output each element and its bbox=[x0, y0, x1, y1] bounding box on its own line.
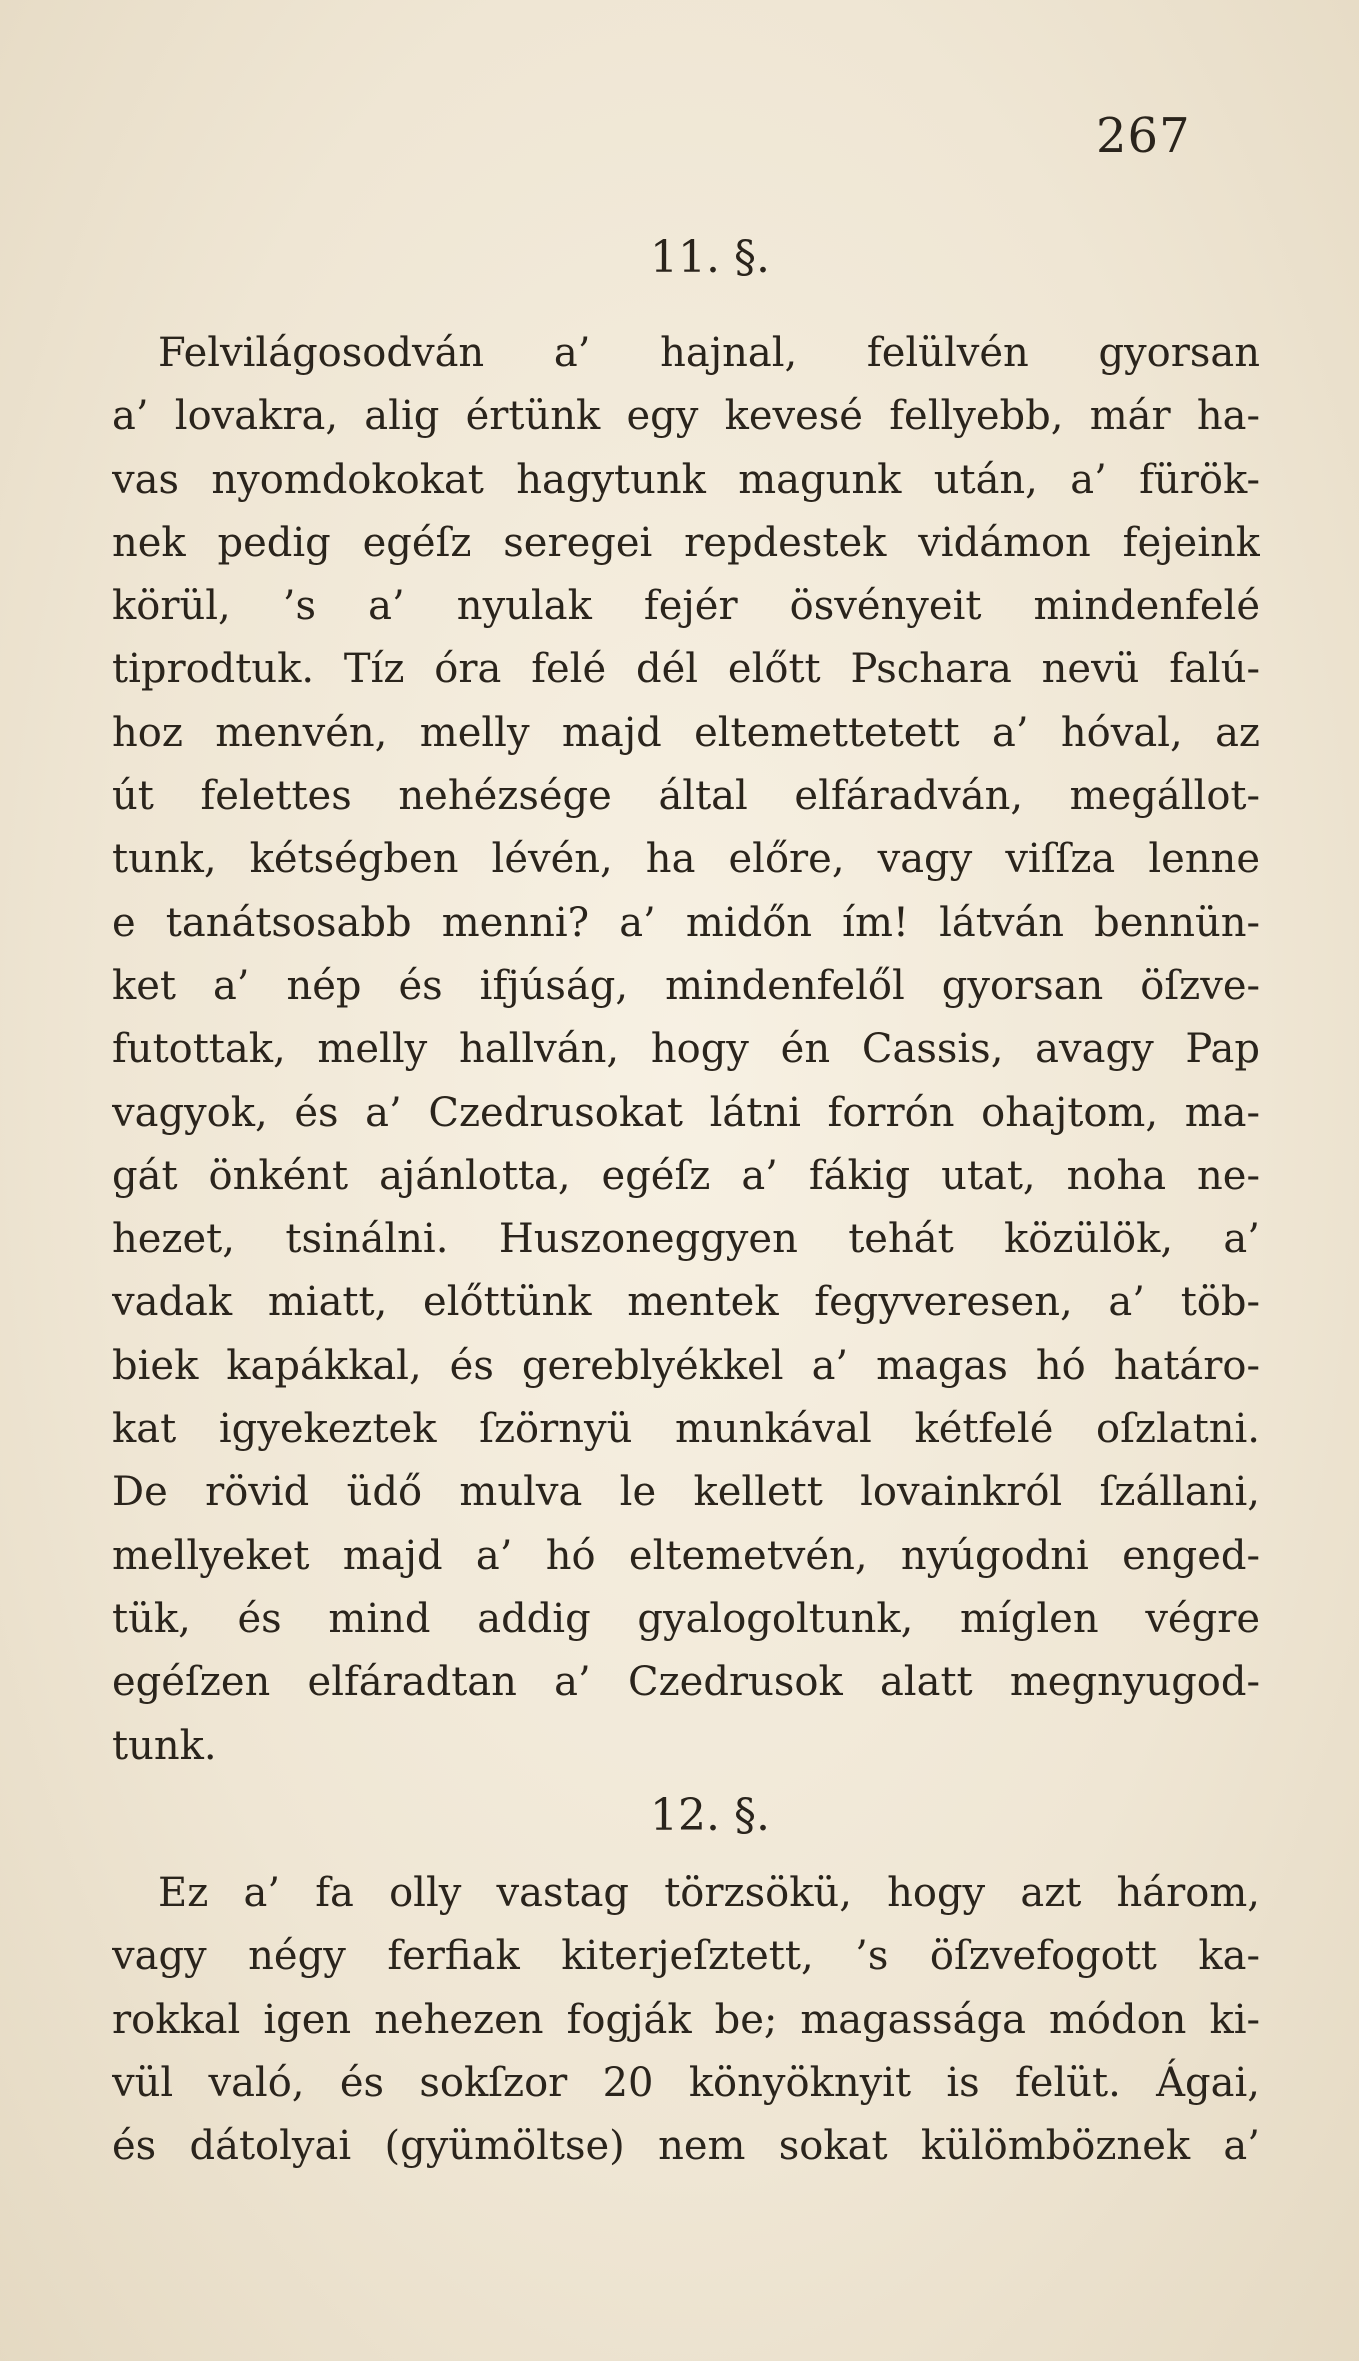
section-heading-12: 12. §. bbox=[650, 1790, 770, 1841]
section-heading-11: 11. §. bbox=[650, 232, 770, 283]
text-line: biek kapákkal, és gereblyékkel a’ magas hó határo- bbox=[112, 1342, 1260, 1389]
text-line: tiprodtuk. Tíz óra felé dél előtt Pschara nevü falú- bbox=[112, 646, 1260, 693]
text-line: gát önként ajánlotta, egéſz a’ fákig utat, noha ne- bbox=[112, 1152, 1260, 1199]
text-line: és dátolyai (gyümöltse) nem sokat külömböznek a’ bbox=[112, 2123, 1260, 2170]
text-line: De rövid üdő mulva le kellett lovainkról ſzállani, bbox=[112, 1469, 1260, 1516]
text-line: a’ lovakra, alig értünk egy kevesé fellyebb, már ha- bbox=[112, 393, 1260, 440]
text-line: e tanátsosabb menni? a’ midőn ím! látván bennün- bbox=[112, 899, 1260, 946]
text-line: körül, ’s a’ nyulak fejér ösvényeit mindenfelé bbox=[112, 583, 1260, 630]
text-line: tunk. bbox=[112, 1722, 217, 1769]
text-line: vadak miatt, előttünk mentek fegyveresen, a’ töb- bbox=[112, 1279, 1260, 1326]
paragraph-section-12 bbox=[112, 1862, 1260, 2178]
text-line: vagy négy ferfiak kiterjeſztett, ’s öſzvefogott ka- bbox=[112, 1933, 1260, 1980]
text-line: futottak, melly hallván, hogy én Cassis, avagy Pap bbox=[112, 1026, 1260, 1073]
text-line: egéſzen elfáradtan a’ Czedrusok alatt megnyugod- bbox=[112, 1659, 1260, 1706]
text-line: Ez a’ fa olly vastag törzsökü, hogy azt három, bbox=[158, 1870, 1260, 1916]
text-line: nek pedig egéſz seregei repdestek vidámon fejeink bbox=[112, 519, 1260, 566]
text-line: hoz menvén, melly majd eltemettetett a’ hóval, az bbox=[112, 709, 1260, 756]
text-line: vas nyomdokokat hagytunk magunk után, a’ fürök- bbox=[112, 456, 1260, 503]
paragraph-section-11 bbox=[112, 322, 1260, 1778]
text-line: tunk, kétségben lévén, ha előre, vagy viſſza lenne bbox=[112, 836, 1260, 883]
text-line: vagyok, és a’ Czedrusokat látni forrón ohajtom, ma- bbox=[112, 1089, 1260, 1136]
text-line: ket a’ nép és ifjúság, mindenfelől gyorsan öſzve- bbox=[112, 962, 1260, 1009]
text-line: vül való, és sokſzor 20 könyöknyit is felüt. Ágai, bbox=[112, 2059, 1260, 2106]
text-line: rokkal igen nehezen fogják be; magassága módon ki- bbox=[112, 1996, 1260, 2043]
page-number: 267 bbox=[1096, 108, 1191, 164]
text-line: út felettes nehézsége által elfáradván, megállot- bbox=[112, 773, 1260, 820]
text-line: kat igyekeztek ſzörnyü munkával kétfelé oſzlatni. bbox=[112, 1406, 1260, 1453]
text-line: tük, és mind addig gyalogoltunk, míglen végre bbox=[112, 1595, 1260, 1642]
text-line: hezet, tsinálni. Huszoneggyen tehát közülök, a’ bbox=[112, 1216, 1260, 1263]
text-line: Felvilágosodván a’ hajnal, felülvén gyorsan bbox=[158, 330, 1260, 376]
text-line: mellyeket majd a’ hó eltemetvén, nyúgodni enged- bbox=[112, 1532, 1260, 1579]
